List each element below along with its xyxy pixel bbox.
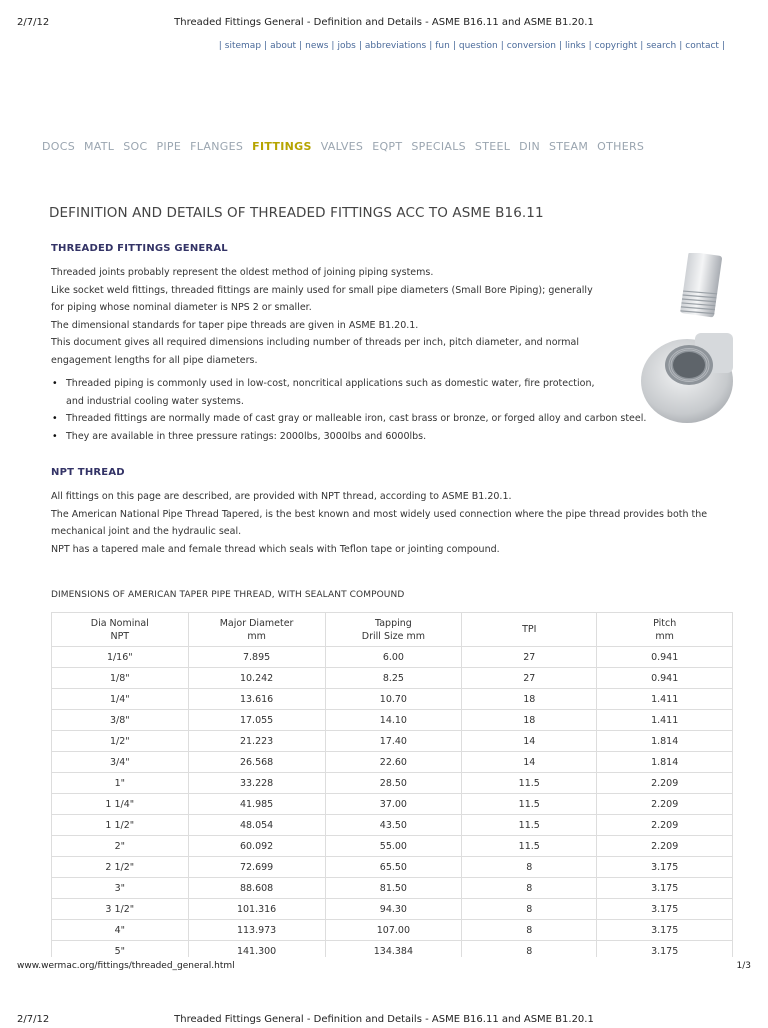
main-nav-item-steel[interactable]: STEEL	[474, 140, 511, 153]
table-header-row	[52, 613, 733, 647]
table-row	[52, 710, 733, 731]
top-nav-link-contact[interactable]: contact	[685, 41, 719, 51]
paragraph-line: engagement lengths for all pipe diameters.	[51, 354, 258, 366]
table-row	[52, 731, 733, 752]
table-row	[52, 752, 733, 773]
table-cell: 2.209	[597, 836, 733, 857]
table-cell: 6.00	[325, 647, 462, 668]
table-cell: 11.5	[462, 836, 597, 857]
table-cell: 2.209	[597, 794, 733, 815]
table-cell: 28.50	[325, 773, 462, 794]
table-cell: 1/4"	[52, 689, 189, 710]
table-cell: 11.5	[462, 815, 597, 836]
table-cell: 1/16"	[52, 647, 189, 668]
column-header-unit: Drill Size mm	[361, 630, 425, 642]
column-header-line: Dia Nominal	[90, 617, 149, 629]
table-cell: 14.10	[325, 710, 462, 731]
table-cell: 1 1/2"	[52, 815, 189, 836]
main-nav	[42, 140, 653, 153]
table-row	[52, 899, 733, 920]
table-cell: 3.175	[597, 920, 733, 941]
top-nav-link-about[interactable]: about	[270, 41, 297, 51]
table-row	[52, 878, 733, 899]
table-row	[52, 941, 733, 958]
column-header-unit: mm	[247, 630, 266, 642]
nav-separator: |	[721, 41, 725, 51]
footer-page-number: 1/3	[736, 961, 751, 971]
paragraph-line: This document gives all required dimensions including number of threads per inch, pitch diameter, and normal	[51, 337, 579, 348]
table-cell: 1/2"	[52, 731, 189, 752]
table-cell: 2.209	[597, 815, 733, 836]
table-cell: 14	[462, 752, 597, 773]
table-cell: 10.242	[188, 668, 325, 689]
table-cell: 8.25	[325, 668, 462, 689]
table-cell: 3/4"	[52, 752, 189, 773]
nav-separator: |	[358, 41, 362, 51]
nav-separator: |	[558, 41, 562, 51]
table-cell: 8	[462, 941, 597, 958]
table-cell: 11.5	[462, 773, 597, 794]
top-nav-link-fun[interactable]: fun	[435, 41, 450, 51]
table-cell: 134.384	[325, 941, 462, 958]
table-cell: 81.50	[325, 878, 462, 899]
section-heading-general: THREADED FITTINGS GENERAL	[51, 243, 228, 254]
main-nav-item-soc[interactable]: SOC	[123, 140, 148, 153]
table-cell: 107.00	[325, 920, 462, 941]
column-header	[597, 613, 733, 647]
table-cell: 7.895	[188, 647, 325, 668]
table-cell: 4"	[52, 920, 189, 941]
nav-separator: |	[218, 41, 222, 51]
column-header-unit: NPT	[110, 630, 130, 642]
column-header-line: TPI	[522, 624, 537, 635]
nav-separator: |	[588, 41, 592, 51]
table-caption: DIMENSIONS OF AMERICAN TAPER PIPE THREAD, WITH SEALANT COMPOUND	[51, 590, 405, 600]
table-cell: 1.411	[597, 689, 733, 710]
column-header	[52, 613, 189, 647]
table-cell: 18	[462, 689, 597, 710]
paragraph-line: NPT has a tapered male and female thread which seals with Teflon tape or jointing compound.	[51, 543, 500, 555]
table-cell: 37.00	[325, 794, 462, 815]
paragraph-line: mechanical joint and the hydraulic seal.	[51, 526, 242, 537]
nav-separator: |	[452, 41, 456, 51]
top-nav-link-abbreviations[interactable]: abbreviations	[364, 41, 427, 51]
print-footer	[17, 961, 751, 971]
table-cell: 26.568	[188, 752, 325, 773]
paragraph-line: All fittings on this page are described, are provided with NPT thread, according to ASME B1.20.1.	[51, 491, 512, 502]
table-cell: 2"	[52, 836, 189, 857]
table-cell: 101.316	[188, 899, 325, 920]
table-cell: 1.814	[597, 752, 733, 773]
table-row	[52, 815, 733, 836]
table-cell: 8	[462, 857, 597, 878]
general-bullets	[51, 375, 646, 445]
top-nav-link-sitemap[interactable]: sitemap	[224, 41, 262, 51]
table-cell: 27	[462, 668, 597, 689]
table-cell: 11.5	[462, 794, 597, 815]
main-nav-item-flanges[interactable]: FLANGES	[190, 140, 244, 153]
table-cell: 17.055	[188, 710, 325, 731]
top-nav-link-jobs[interactable]: jobs	[337, 41, 356, 51]
column-header	[188, 613, 325, 647]
table-cell: 2 1/2"	[52, 857, 189, 878]
table-cell: 14	[462, 731, 597, 752]
column-header-unit: mm	[655, 630, 674, 642]
main-nav-item-din[interactable]: DIN	[519, 140, 540, 153]
table-cell: 3.175	[597, 878, 733, 899]
table-cell: 27	[462, 647, 597, 668]
table-row	[52, 647, 733, 668]
dimensions-table	[51, 612, 733, 957]
section-heading-npt: NPT THREAD	[51, 467, 125, 478]
table-row	[52, 836, 733, 857]
column-header	[462, 613, 597, 647]
column-header-line: Tapping	[374, 617, 412, 629]
nav-separator: |	[264, 41, 268, 51]
table-cell: 65.50	[325, 857, 462, 878]
table-cell: 33.228	[188, 773, 325, 794]
threaded-fittings-photo	[617, 253, 733, 428]
table-cell: 1 1/4"	[52, 794, 189, 815]
table-cell: 43.50	[325, 815, 462, 836]
npt-paragraph	[51, 488, 707, 558]
main-nav-item-valves[interactable]: VALVES	[320, 140, 364, 153]
table-row	[52, 794, 733, 815]
table-cell: 8	[462, 920, 597, 941]
nav-separator: |	[429, 41, 433, 51]
nav-separator: |	[679, 41, 683, 51]
nav-separator: |	[500, 41, 504, 51]
table-cell: 94.30	[325, 899, 462, 920]
table-cell: 18	[462, 710, 597, 731]
table-cell: 88.608	[188, 878, 325, 899]
table-cell: 22.60	[325, 752, 462, 773]
paragraph-line: for piping whose nominal diameter is NPS 2 or smaller.	[51, 302, 312, 313]
main-nav-item-specials[interactable]: SPECIALS	[411, 140, 466, 153]
print-title: Threaded Fittings General - Definition and Details - ASME B16.11 and ASME B1.20.1	[174, 17, 594, 28]
table-cell: 3"	[52, 878, 189, 899]
table-cell: 5"	[52, 941, 189, 958]
table-cell: 1.411	[597, 710, 733, 731]
table-container	[51, 612, 733, 957]
table-cell: 3.175	[597, 899, 733, 920]
table-row	[52, 668, 733, 689]
print-header-next	[0, 1014, 768, 1028]
main-nav-item-pipe[interactable]: PIPE	[156, 140, 182, 153]
table-row	[52, 689, 733, 710]
main-nav-item-others[interactable]: OTHERS	[597, 140, 645, 153]
table-cell: 1"	[52, 773, 189, 794]
top-nav-link-question[interactable]: question	[458, 41, 498, 51]
column-header	[325, 613, 462, 647]
table-cell: 55.00	[325, 836, 462, 857]
main-nav-item-steam[interactable]: STEAM	[549, 140, 589, 153]
top-nav-link-conversion[interactable]: conversion	[506, 41, 556, 51]
print-date: 2/7/12	[17, 1014, 50, 1025]
paragraph-line: The dimensional standards for taper pipe threads are given in ASME B1.20.1.	[51, 319, 419, 331]
bullet-item: • Threaded fittings are normally made of cast gray or malleable iron, cast brass or bronze, or forged alloy and carbon steel.	[51, 410, 646, 428]
print-title: Threaded Fittings General - Definition and Details - ASME B16.11 and ASME B1.20.1	[174, 1014, 594, 1025]
top-nav-link-search[interactable]: search	[646, 41, 677, 51]
paragraph-line: Threaded joints probably represent the oldest method of joining piping systems.	[51, 267, 434, 278]
table-cell: 21.223	[188, 731, 325, 752]
table-cell: 3.175	[597, 941, 733, 958]
table-row	[52, 920, 733, 941]
table-row	[52, 773, 733, 794]
main-nav-item-eqpt[interactable]: EQPT	[372, 140, 403, 153]
table-cell: 72.699	[188, 857, 325, 878]
page-title: DEFINITION AND DETAILS OF THREADED FITTINGS ACC TO ASME B16.11	[49, 205, 544, 221]
table-cell: 0.941	[597, 647, 733, 668]
table-cell: 1.814	[597, 731, 733, 752]
nav-separator: |	[331, 41, 335, 51]
top-nav-link-news[interactable]: news	[305, 41, 329, 51]
table-cell: 60.092	[188, 836, 325, 857]
table-cell: 41.985	[188, 794, 325, 815]
nav-separator: |	[640, 41, 644, 51]
table-cell: 2.209	[597, 773, 733, 794]
bullet-item: • Threaded piping is commonly used in low-cost, noncritical applications such as domestic water, fire protection, and industrial cooling water systems.	[51, 375, 646, 410]
print-header	[0, 17, 768, 31]
table-cell: 0.941	[597, 668, 733, 689]
table-cell: 8	[462, 899, 597, 920]
table-cell: 1/8"	[52, 668, 189, 689]
table-cell: 10.70	[325, 689, 462, 710]
print-date: 2/7/12	[17, 17, 50, 28]
table-cell: 48.054	[188, 815, 325, 836]
table-cell: 113.973	[188, 920, 325, 941]
top-nav-link-copyright[interactable]: copyright	[594, 41, 638, 51]
paragraph-line: The American National Pipe Thread Tapered, is the best known and most widely used connection where the pipe thread provides both the	[51, 508, 708, 520]
main-nav-item-fittings[interactable]: FITTINGS	[252, 140, 312, 153]
top-nav	[216, 41, 728, 51]
table-cell: 141.300	[188, 941, 325, 958]
table-cell: 13.616	[188, 689, 325, 710]
table-cell: 3/8"	[52, 710, 189, 731]
top-nav-link-links[interactable]: links	[564, 41, 586, 51]
main-nav-item-matl[interactable]: MATL	[84, 140, 115, 153]
table-row	[52, 857, 733, 878]
table-cell: 17.40	[325, 731, 462, 752]
nav-separator: |	[299, 41, 303, 51]
paragraph-line: Like socket weld fittings, threaded fittings are mainly used for small pipe diameters (Small Bore Piping); generally	[51, 284, 593, 296]
table-cell: 3 1/2"	[52, 899, 189, 920]
general-paragraph	[51, 264, 593, 369]
main-nav-item-docs[interactable]: DOCS	[42, 140, 75, 153]
footer-url: www.wermac.org/fittings/threaded_general.html	[17, 961, 235, 971]
column-header-line: Pitch	[653, 617, 677, 629]
bullet-item: • They are available in three pressure ratings: 2000lbs, 3000lbs and 6000lbs.	[51, 428, 646, 446]
column-header-line: Major Diameter	[219, 617, 294, 629]
table-cell: 8	[462, 878, 597, 899]
table-cell: 3.175	[597, 857, 733, 878]
